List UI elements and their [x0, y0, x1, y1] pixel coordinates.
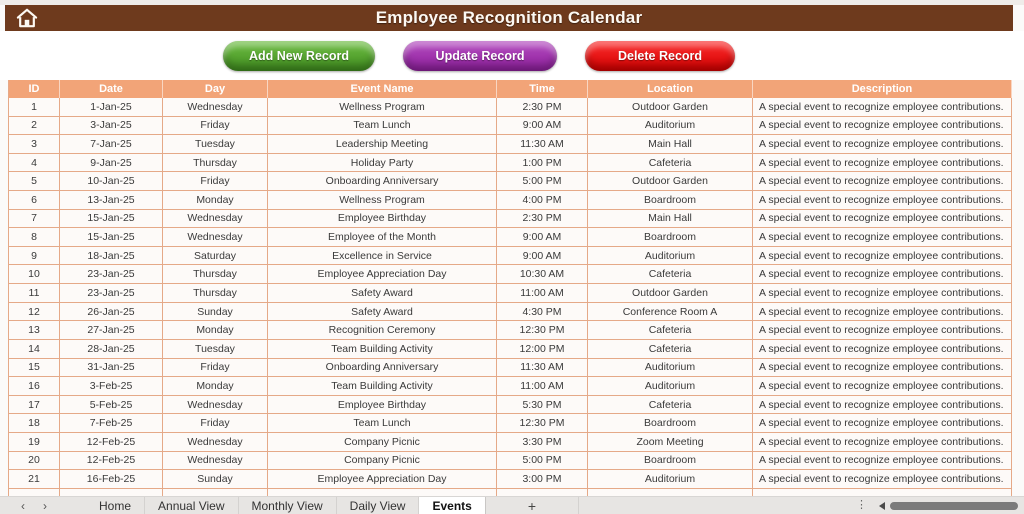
table-cell[interactable]: 13	[8, 321, 60, 340]
table-cell[interactable]: Employee Birthday	[268, 210, 497, 229]
delete-record-button[interactable]: Delete Record	[585, 41, 735, 71]
table-cell[interactable]: A special event to recognize employee contributions.	[753, 172, 1012, 191]
table-cell[interactable]: 9:00 AM	[497, 228, 588, 247]
table-cell[interactable]: 16-Feb-25	[60, 470, 163, 489]
table-row[interactable]	[8, 470, 1012, 489]
table-cell[interactable]: Boardroom	[588, 414, 753, 433]
table-cell[interactable]: Auditorium	[588, 247, 753, 266]
table-cell[interactable]: Main Hall	[588, 210, 753, 229]
table-cell[interactable]: A special event to recognize employee contributions.	[753, 414, 1012, 433]
table-cell[interactable]: Conference Room A	[588, 303, 753, 322]
table-cell[interactable]: 5	[8, 172, 60, 191]
table-cell[interactable]: Employee Appreciation Day	[268, 470, 497, 489]
table-cell[interactable]: Wellness Program	[268, 98, 497, 117]
table-cell[interactable]: A special event to recognize employee contributions.	[753, 433, 1012, 452]
table-cell[interactable]: Employee of the Month	[268, 228, 497, 247]
table-cell[interactable]: 2:30 PM	[497, 210, 588, 229]
table-cell[interactable]: 3:00 PM	[497, 470, 588, 489]
table-cell[interactable]: Friday	[163, 414, 268, 433]
table-cell[interactable]: A special event to recognize employee contributions.	[753, 303, 1012, 322]
table-cell[interactable]	[163, 489, 268, 496]
table-cell[interactable]	[588, 489, 753, 496]
table-cell[interactable]: Friday	[163, 172, 268, 191]
table-cell[interactable]: A special event to recognize employee contributions.	[753, 340, 1012, 359]
table-cell[interactable]: 19	[8, 433, 60, 452]
table-body	[8, 98, 1012, 496]
table-row[interactable]	[8, 191, 1012, 210]
horizontal-scrollbar[interactable]	[879, 502, 1018, 510]
column-header-location[interactable]: Location	[588, 80, 753, 98]
table-cell[interactable]: Cafeteria	[588, 340, 753, 359]
table-cell[interactable]: 1:00 PM	[497, 154, 588, 173]
table-cell[interactable]: 9:00 AM	[497, 247, 588, 266]
table-cell[interactable]: Sunday	[163, 470, 268, 489]
table-cell[interactable]: Auditorium	[588, 470, 753, 489]
table-cell[interactable]: 3-Feb-25	[60, 377, 163, 396]
table-row[interactable]	[8, 433, 1012, 452]
column-header-day[interactable]: Day	[163, 80, 268, 98]
table-cell[interactable]: Monday	[163, 191, 268, 210]
table-cell[interactable]: Company Picnic	[268, 452, 497, 471]
column-header-id[interactable]: ID	[8, 80, 60, 98]
table-cell[interactable]: Friday	[163, 117, 268, 136]
table-cell[interactable]: Team Lunch	[268, 117, 497, 136]
table-cell[interactable]: 4:30 PM	[497, 303, 588, 322]
table-cell[interactable]	[497, 489, 588, 496]
table-cell[interactable]: A special event to recognize employee contributions.	[753, 377, 1012, 396]
title-bar	[5, 5, 1013, 31]
table-cell[interactable]: 28-Jan-25	[60, 340, 163, 359]
table-cell[interactable]: Cafeteria	[588, 396, 753, 415]
table-cell[interactable]: A special event to recognize employee contributions.	[753, 452, 1012, 471]
tab-home[interactable]: Home	[86, 497, 145, 514]
table-cell[interactable]: 5:30 PM	[497, 396, 588, 415]
table-cell[interactable]: 7	[8, 210, 60, 229]
scrollbar-thumb[interactable]	[890, 502, 1018, 510]
table-row[interactable]	[8, 303, 1012, 322]
table-cell[interactable]: Auditorium	[588, 359, 753, 378]
table-cell[interactable]	[753, 489, 1012, 496]
table-cell[interactable]: Tuesday	[163, 340, 268, 359]
column-header-event-name[interactable]: Event Name	[268, 80, 497, 98]
sheet-bar-right	[856, 500, 1024, 511]
table-row[interactable]	[8, 117, 1012, 136]
table-cell[interactable]: Monday	[163, 321, 268, 340]
table-cell[interactable]: Team Building Activity	[268, 377, 497, 396]
table-row[interactable]	[8, 340, 1012, 359]
table-cell[interactable]: Safety Award	[268, 284, 497, 303]
table-cell[interactable]: Thursday	[163, 284, 268, 303]
table-cell[interactable]: Recognition Ceremony	[268, 321, 497, 340]
table-cell[interactable]: Safety Award	[268, 303, 497, 322]
table-cell[interactable]: 8	[8, 228, 60, 247]
table-cell[interactable]: Saturday	[163, 247, 268, 266]
table-cell[interactable]: A special event to recognize employee contributions.	[753, 396, 1012, 415]
table-cell[interactable]: Boardroom	[588, 452, 753, 471]
table-cell[interactable]: Main Hall	[588, 135, 753, 154]
table-cell[interactable]: A special event to recognize employee contributions.	[753, 359, 1012, 378]
table-cell[interactable]: 17	[8, 396, 60, 415]
column-header-description[interactable]: Description	[753, 80, 1012, 98]
table-cell[interactable]	[8, 489, 60, 496]
table-cell[interactable]: 11:00 AM	[497, 377, 588, 396]
table-cell[interactable]: Cafeteria	[588, 154, 753, 173]
table-cell[interactable]	[268, 489, 497, 496]
table-cell[interactable]: Monday	[163, 377, 268, 396]
table-cell[interactable]: Team Lunch	[268, 414, 497, 433]
table-cell[interactable]: 11	[8, 284, 60, 303]
table-cell[interactable]: Wednesday	[163, 228, 268, 247]
tab-monthly-view[interactable]: Monthly View	[239, 497, 337, 514]
table-cell[interactable]: Wednesday	[163, 210, 268, 229]
table-cell[interactable]: 5-Feb-25	[60, 396, 163, 415]
table-cell[interactable]: Outdoor Garden	[588, 284, 753, 303]
table-row[interactable]	[8, 321, 1012, 340]
table-cell[interactable]	[60, 489, 163, 496]
table-cell[interactable]: 2:30 PM	[497, 98, 588, 117]
table-cell[interactable]: Team Building Activity	[268, 340, 497, 359]
table-row[interactable]	[8, 414, 1012, 433]
table-cell[interactable]: 10-Jan-25	[60, 172, 163, 191]
table-cell[interactable]: Holiday Party	[268, 154, 497, 173]
table-cell[interactable]: 15-Jan-25	[60, 210, 163, 229]
table-cell[interactable]: 5:00 PM	[497, 452, 588, 471]
table-cell[interactable]: Wednesday	[163, 452, 268, 471]
table-cell[interactable]: Cafeteria	[588, 321, 753, 340]
table-cell[interactable]: 2	[8, 117, 60, 136]
table-cell[interactable]: 11:00 AM	[497, 284, 588, 303]
table-cell[interactable]: Outdoor Garden	[588, 172, 753, 191]
table-cell[interactable]: A special event to recognize employee contributions.	[753, 228, 1012, 247]
table-cell[interactable]: A special event to recognize employee contributions.	[753, 210, 1012, 229]
table-cell[interactable]: 12-Feb-25	[60, 452, 163, 471]
tab-daily-view[interactable]: Daily View	[337, 497, 420, 514]
column-header-date[interactable]: Date	[60, 80, 163, 98]
table-cell[interactable]: Employee Appreciation Day	[268, 265, 497, 284]
table-cell[interactable]: 18-Jan-25	[60, 247, 163, 266]
table-cell[interactable]: A special event to recognize employee contributions.	[753, 265, 1012, 284]
table-cell[interactable]: Friday	[163, 359, 268, 378]
table-cell[interactable]: Cafeteria	[588, 265, 753, 284]
table-cell[interactable]: Wednesday	[163, 98, 268, 117]
table-cell[interactable]: Wednesday	[163, 433, 268, 452]
tab-events[interactable]: Events	[419, 497, 485, 514]
add-new-record-button[interactable]: Add New Record	[223, 41, 375, 71]
sheet-tabs	[86, 497, 579, 514]
table-cell[interactable]: 12-Feb-25	[60, 433, 163, 452]
table-cell[interactable]: A special event to recognize employee contributions.	[753, 154, 1012, 173]
table-row[interactable]	[8, 172, 1012, 191]
table-cell[interactable]: 9:00 AM	[497, 117, 588, 136]
table-cell[interactable]: 14	[8, 340, 60, 359]
table-cell[interactable]: 6	[8, 191, 60, 210]
table-cell[interactable]: 15	[8, 359, 60, 378]
sheet-nav-prev-icon[interactable]: ‹	[21, 498, 25, 513]
table-cell[interactable]: A special event to recognize employee contributions.	[753, 117, 1012, 136]
table-cell[interactable]: A special event to recognize employee contributions.	[753, 321, 1012, 340]
table-cell[interactable]: A special event to recognize employee contributions.	[753, 284, 1012, 303]
table-cell[interactable]: 12:30 PM	[497, 321, 588, 340]
table-cell[interactable]: 12:00 PM	[497, 340, 588, 359]
column-header-time[interactable]: Time	[497, 80, 588, 98]
scroll-left-icon[interactable]	[879, 502, 885, 510]
update-record-button[interactable]: Update Record	[403, 41, 557, 71]
table-cell[interactable]: Outdoor Garden	[588, 98, 753, 117]
table-cell[interactable]: 26-Jan-25	[60, 303, 163, 322]
table-row[interactable]	[8, 135, 1012, 154]
table-row[interactable]	[8, 284, 1012, 303]
table-header-row	[8, 80, 1012, 98]
table-cell[interactable]: 12	[8, 303, 60, 322]
table-cell[interactable]: A special event to recognize employee contributions.	[753, 135, 1012, 154]
table-cell[interactable]: 5:00 PM	[497, 172, 588, 191]
table-cell[interactable]: 1	[8, 98, 60, 117]
table-cell[interactable]: Auditorium	[588, 377, 753, 396]
add-sheet-button[interactable]: +	[486, 497, 579, 514]
table-cell[interactable]: Wednesday	[163, 396, 268, 415]
toolbar	[0, 31, 1024, 80]
sheet-nav-next-icon[interactable]: ›	[43, 498, 47, 513]
table-cell[interactable]: Sunday	[163, 303, 268, 322]
table-cell[interactable]: 23-Jan-25	[60, 284, 163, 303]
table-row[interactable]	[8, 154, 1012, 173]
table-cell[interactable]: Thursday	[163, 265, 268, 284]
table-cell[interactable]: Boardroom	[588, 228, 753, 247]
table-cell[interactable]: A special event to recognize employee contributions.	[753, 247, 1012, 266]
table-cell[interactable]: 10	[8, 265, 60, 284]
table-cell[interactable]: A special event to recognize employee contributions.	[753, 191, 1012, 210]
table-cell[interactable]: Leadership Meeting	[268, 135, 497, 154]
table-cell[interactable]: 3-Jan-25	[60, 117, 163, 136]
table-cell[interactable]: 7-Feb-25	[60, 414, 163, 433]
table-cell[interactable]: 27-Jan-25	[60, 321, 163, 340]
table-row[interactable]	[8, 265, 1012, 284]
table-cell[interactable]: Thursday	[163, 154, 268, 173]
table-cell[interactable]: A special event to recognize employee contributions.	[753, 98, 1012, 117]
table-cell[interactable]: Boardroom	[588, 191, 753, 210]
table-cell[interactable]: 7-Jan-25	[60, 135, 163, 154]
table-cell[interactable]: 16	[8, 377, 60, 396]
page-title: Employee Recognition Calendar	[375, 8, 643, 27]
table-row[interactable]	[8, 247, 1012, 266]
table-cell[interactable]: 18	[8, 414, 60, 433]
table-cell[interactable]: Excellence in Service	[268, 247, 497, 266]
table-row[interactable]	[8, 396, 1012, 415]
table-cell[interactable]: Company Picnic	[268, 433, 497, 452]
table-row[interactable]	[8, 210, 1012, 229]
table-row[interactable]	[8, 98, 1012, 117]
table-cell[interactable]: Zoom Meeting	[588, 433, 753, 452]
events-table	[8, 80, 1012, 496]
table-cell[interactable]: Onboarding Anniversary	[268, 359, 497, 378]
table-cell[interactable]: 3	[8, 135, 60, 154]
table-cell[interactable]: 9	[8, 247, 60, 266]
table-cell[interactable]: 4	[8, 154, 60, 173]
table-cell[interactable]: 10:30 AM	[497, 265, 588, 284]
table-cell[interactable]: 4:00 PM	[497, 191, 588, 210]
table-cell[interactable]: 20	[8, 452, 60, 471]
table-cell[interactable]: 23-Jan-25	[60, 265, 163, 284]
table-cell[interactable]: Onboarding Anniversary	[268, 172, 497, 191]
table-cell[interactable]: 11:30 AM	[497, 359, 588, 378]
overflow-menu-icon[interactable]: ⋮	[856, 499, 867, 511]
table-cell[interactable]: 11:30 AM	[497, 135, 588, 154]
table-cell[interactable]: 13-Jan-25	[60, 191, 163, 210]
table-cell[interactable]: 15-Jan-25	[60, 228, 163, 247]
table-cell[interactable]: 9-Jan-25	[60, 154, 163, 173]
table-cell[interactable]: Employee Birthday	[268, 396, 497, 415]
table-row[interactable]	[8, 228, 1012, 247]
table-row[interactable]	[8, 489, 1012, 496]
table-cell[interactable]: A special event to recognize employee contributions.	[753, 470, 1012, 489]
tab-annual-view[interactable]: Annual View	[145, 497, 239, 514]
table-row[interactable]	[8, 452, 1012, 471]
table-row[interactable]	[8, 377, 1012, 396]
table-cell[interactable]: 3:30 PM	[497, 433, 588, 452]
table-cell[interactable]: Wellness Program	[268, 191, 497, 210]
sheet-tab-bar	[0, 496, 1024, 514]
table-cell[interactable]: Tuesday	[163, 135, 268, 154]
table-cell[interactable]: 1-Jan-25	[60, 98, 163, 117]
table-cell[interactable]: 31-Jan-25	[60, 359, 163, 378]
table-cell[interactable]: 12:30 PM	[497, 414, 588, 433]
table-cell[interactable]: Auditorium	[588, 117, 753, 136]
table-row[interactable]	[8, 359, 1012, 378]
table-cell[interactable]: 21	[8, 470, 60, 489]
